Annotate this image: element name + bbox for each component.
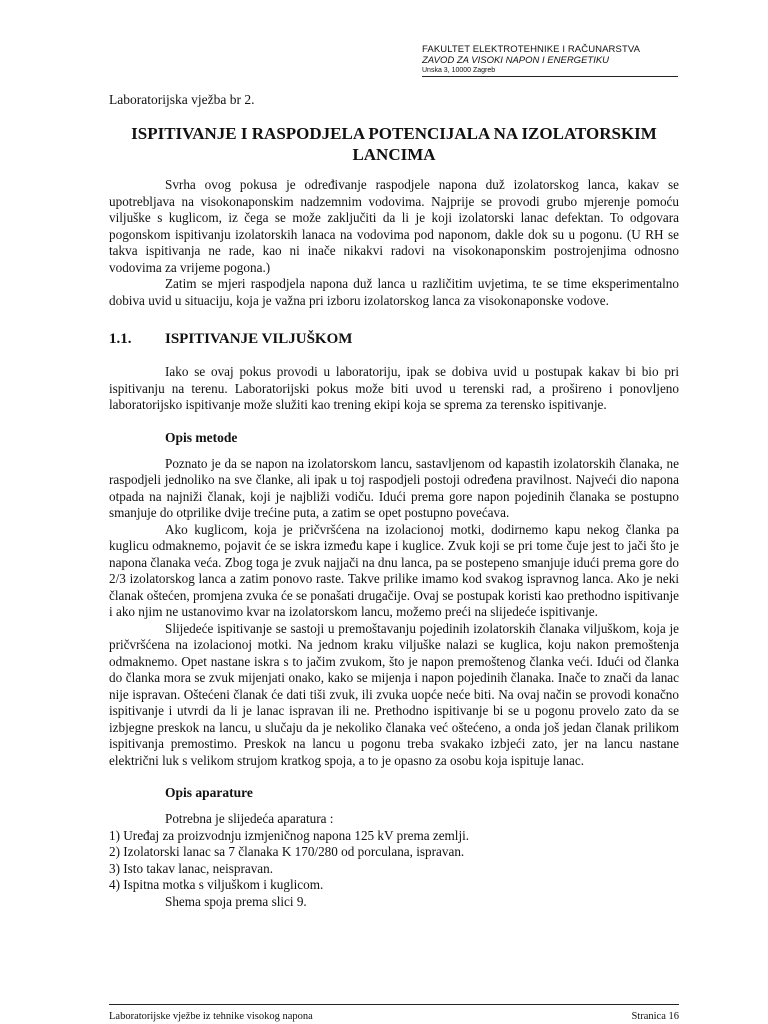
method-paragraph-1: Poznato je da se napon na izolatorskom lancu, sastavljenom od kapastih izolatorskih članaka, ne raspodjeli jednoliko na sve članke, ali ipak u toj raspodjeli postoji određena pravilnost. Najveći dio napona otpada na najniži članak, koji je najbliži vodiču. Idući prema gore napon pojedinih članaka se postupno smanjuje do otprilike dvije trećine puta, a zatim se opet postupno povećava. — [109, 455, 679, 520]
page-number: Stranica 16 — [631, 1011, 679, 1022]
apparatus-item: 3) Isto takav lanac, neispravan. — [109, 860, 274, 876]
method-paragraph-3: Slijedeće ispitivanje se sastoji u premoštavanju pojedinih izolatorskih članaka viljuškom, koja je pričvršćena na izolacionoj motki. Na jednom kraku viljuške nalazi se kuglica, koju nakon premoštenja odmaknemo. Opet nastane iskra s to jačim zvukom, što je napon premoštenog članka veći. Idući od članka do članka mora se zvuk mijenjati onako, kako se mijenja i napon pojedinih članaka. Inače to znači da lanac nije ispravan. Oštećeni članak će dati tiši zvuk, ili zvuka uopće neće biti. Na ovaj način se provodi konačno ispitivanje i utvrdi da li je lanac ispravan ili ne. Prethodno ispitivanje bi se u pogonu provelo zato da se izbjegne preskok na lancu, u slučaju da je nekoliko članaka već oštećeno, a onda još jedan članak prilikom ispitivanja premostimo. Preskok na lancu u pogonu treba svakako izbjeći zato, jer na lancu nastane električni luk s velikom strujom kratkog spoja, a to je opasno za osobu koja ispituje lanac. — [109, 620, 679, 768]
intro-paragraph-1: Svrha ovog pokusa je određivanje raspodjele napona duž izolatorskog lanca, kakav se upotrebljava na visokonaponskim nadzemnim vodovima. Najprije se provodi grubo mjerenje pomoću viljuške s kuglicom, iz čega se može zaključiti da li je koji izolatorski lanac defektan. To odgovara pogonskom ispitivanju izolatorskih lanaca na vodovima pod naponom, dakle dok su u pogonu. (U RH se takva ispitivanja ne rade, kao ni inače nikakvi radovi na visokonaponskim postrojenjima odnosno vodovima za vrijeme pogona.) — [109, 177, 679, 275]
section-title: ISPITIVANJE VILJUŠKOM — [165, 331, 353, 347]
address: Unska 3, 10000 Zagreb — [422, 67, 496, 74]
method-paragraph-2: Ako kuglicom, koja je pričvršćena na izolacionoj motki, dodirnemo kapu nekog članka pa kuglicu odmaknemo, pojavit će se iskra između kape i kuglice. Zvuk koji se pri tome čuje jest to jači što je napona članaka veća. Zbog toga je zvuk najjači na dnu lanca, pa se postepeno smanjuje idući prema gore do 2/3 izolatorskog lanca a zatim ponovo raste. Takve prilike imamo kod svakog ispravnog lanca. Ako je neki članak oštećen, promjena zvuka će se ponašati drugačije. Ovaj se postupak koristi kao prethodno ispitivanje i ako njim ne ustanovimo kvar na izolatorskom lancu, možemo preći na slijedeće ispitivanje. — [109, 521, 679, 619]
header-rule — [422, 76, 678, 77]
section-intro-paragraph: Iako se ovaj pokus provodi u laboratoriju, ipak se dobiva uvid u postupak kakav bi bio pri ispitivanju na terenu. Laboratorijski pokus može biti uvod u terenski rad, a prošireno i ponovljeno laboratorijsko ispitivanje može služiti kao trening ekipi koja se sprema za terensko ispitivanje. — [109, 364, 679, 412]
department-name: ZAVOD ZA VISOKI NAPON I ENERGETIKU — [422, 55, 610, 66]
page-header — [422, 44, 678, 77]
apparatus-list — [109, 811, 679, 910]
page-footer — [109, 1004, 679, 1022]
footer-course-title: Laboratorijske vježbe iz tehnike visokog napona — [109, 1011, 313, 1022]
section-heading — [109, 331, 679, 348]
apparatus-item: 4) Ispitna motka s viljuškom i kuglicom. — [109, 877, 324, 892]
lab-label: Laboratorijska vježba br 2. — [109, 92, 255, 107]
apparatus-item: 1) Uređaj za proizvodnju izmjeničnog napona 125 kV prema zemlji. — [109, 827, 470, 843]
method-heading: Opis metode — [165, 429, 238, 445]
section-number: 1.1. — [109, 331, 132, 347]
apparatus-item: 2) Izolatorski lanac sa 7 članaka K 170/280 od porculana, ispravan. — [109, 844, 465, 859]
apparatus-outro: Shema spoja prema slici 9. — [165, 893, 307, 909]
intro-paragraph-2: Zatim se mjeri raspodjela napona duž lanca u različitim uvjetima, te se time eksperimentalno dobiva uvid u situaciju, koja je važna pri izboru izolatorskog lanca za visokonaponske vodove. — [109, 276, 679, 308]
document-body — [109, 92, 679, 910]
apparatus-heading: Opis aparature — [165, 785, 253, 800]
faculty-name: FAKULTET ELEKTROTEHNIKE I RAČUNARSTVA — [422, 44, 641, 55]
apparatus-intro: Potrebna je slijedeća aparatura : — [165, 811, 334, 826]
document-title: ISPITIVANJE I RASPODJELA POTENCIJALA NA IZOLATORSKIM LANCIMA — [131, 124, 657, 164]
